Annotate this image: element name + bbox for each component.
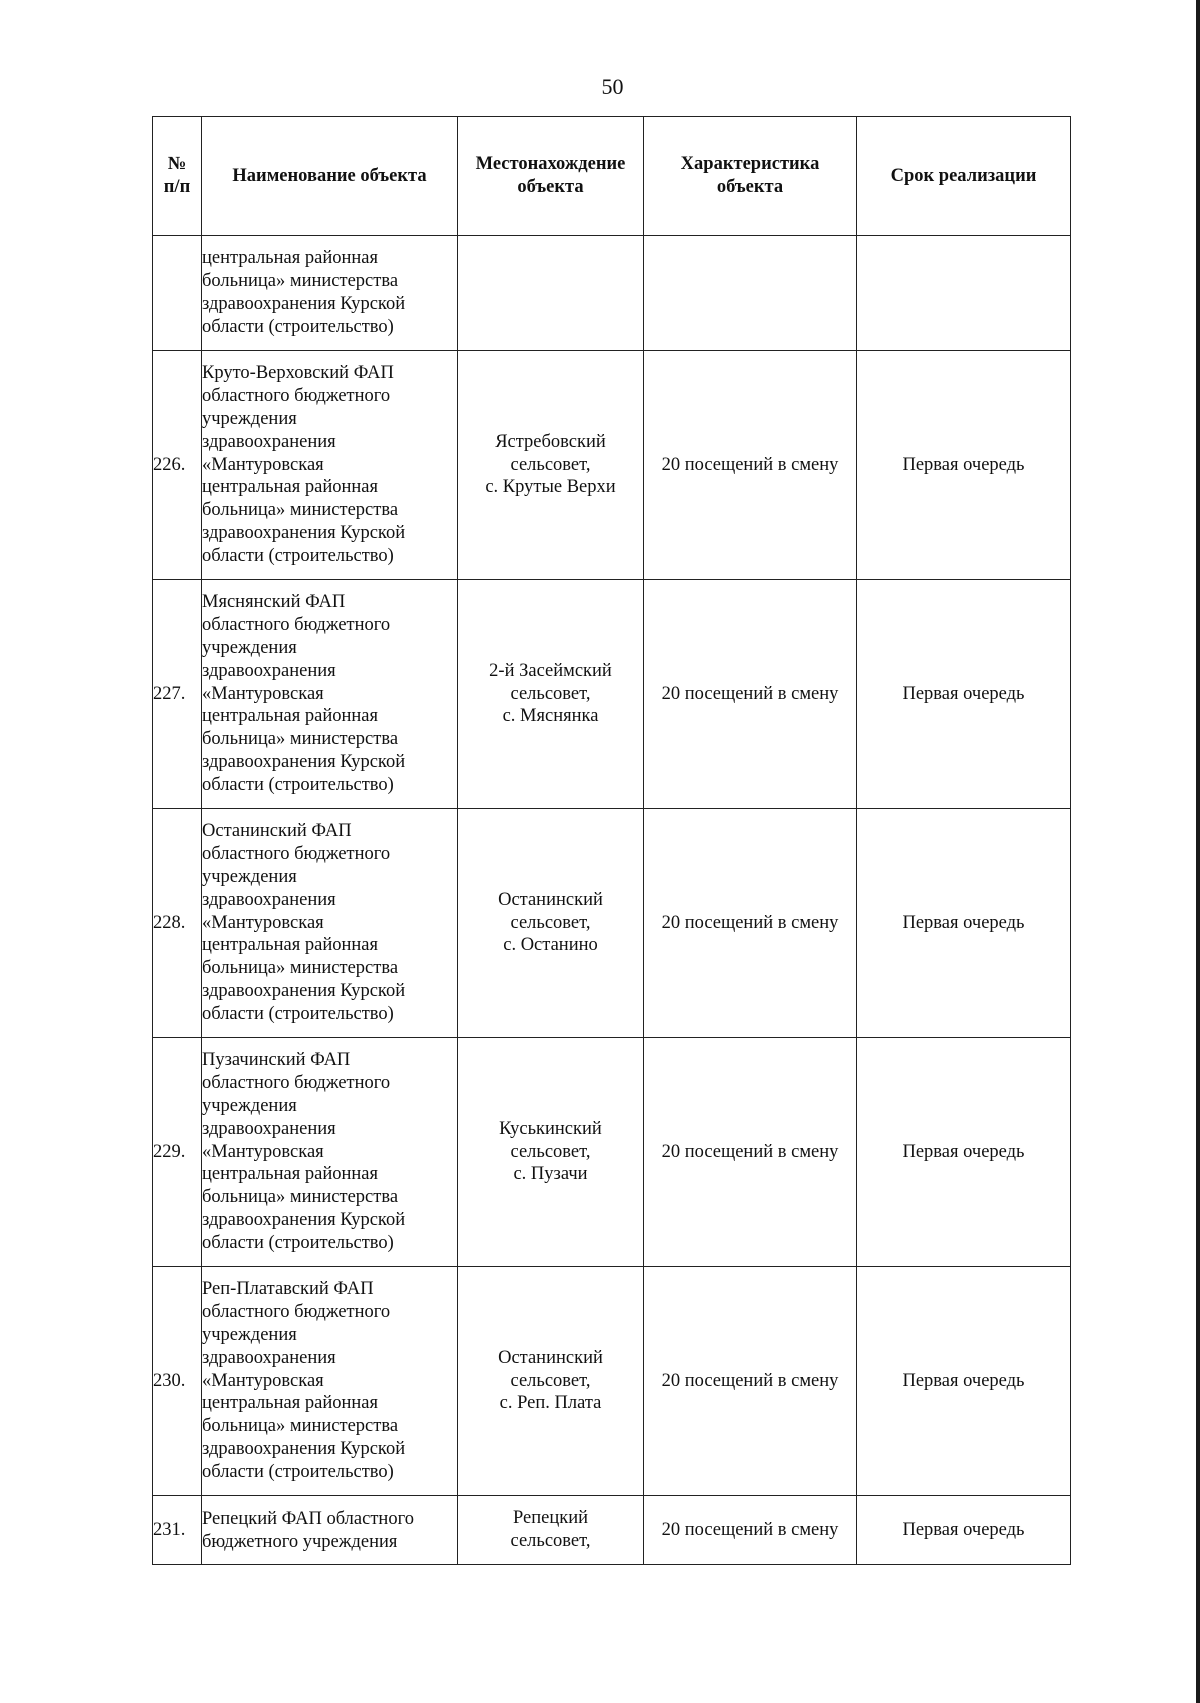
cell-location: 2-й Засеймский сельсовет, с. Мяснянка xyxy=(458,580,644,809)
page-edge xyxy=(1196,0,1200,1703)
cell-num: 229. xyxy=(153,1038,202,1267)
cell-name: Пузачинский ФАП областного бюджетного учреждения здравоохранения «Мантуровская центральная районная больница» министерства здравоохранения Курской области (строительство) xyxy=(202,1038,458,1267)
cell-location: Останинский сельсовет, с. Реп. Плата xyxy=(458,1267,644,1496)
table-row xyxy=(153,809,1071,1038)
cell-name: Реп-Платавский ФАП областного бюджетного учреждения здравоохранения «Мантуровская центральная районная больница» министерства здравоохранения Курской области (строительство) xyxy=(202,1267,458,1496)
cell-location: Куськинский сельсовет, с. Пузачи xyxy=(458,1038,644,1267)
header-location: Местонахождение объекта xyxy=(458,117,644,236)
cell-num: 228. xyxy=(153,809,202,1038)
cell-num: 227. xyxy=(153,580,202,809)
header-num: № п/п xyxy=(153,117,202,236)
objects-table xyxy=(152,116,1071,1565)
header-row xyxy=(153,117,1071,236)
cell-name: Останинский ФАП областного бюджетного учреждения здравоохранения «Мантуровская центральная районная больница» министерства здравоохранения Курской области (строительство) xyxy=(202,809,458,1038)
cell-location: Репецкий сельсовет, xyxy=(458,1496,644,1565)
cell-characteristic: 20 посещений в смену xyxy=(644,351,857,580)
cell-characteristic: 20 посещений в смену xyxy=(644,1496,857,1565)
cell-term: Первая очередь xyxy=(857,580,1071,809)
header-name: Наименование объекта xyxy=(202,117,458,236)
table-row xyxy=(153,1496,1071,1565)
cell-characteristic: 20 посещений в смену xyxy=(644,1267,857,1496)
cell-characteristic xyxy=(644,236,857,351)
cell-term: Первая очередь xyxy=(857,1267,1071,1496)
cell-term: Первая очередь xyxy=(857,1496,1071,1565)
cell-characteristic: 20 посещений в смену xyxy=(644,809,857,1038)
table-row xyxy=(153,1267,1071,1496)
cell-name: Мяснянский ФАП областного бюджетного учреждения здравоохранения «Мантуровская центральная районная больница» министерства здравоохранения Курской области (строительство) xyxy=(202,580,458,809)
cell-name: центральная районная больница» министерства здравоохранения Курской области (строительство) xyxy=(202,236,458,351)
cell-location: Ястребовский сельсовет, с. Крутые Верхи xyxy=(458,351,644,580)
cell-num xyxy=(153,236,202,351)
table-row xyxy=(153,351,1071,580)
cell-num: 226. xyxy=(153,351,202,580)
cell-location xyxy=(458,236,644,351)
cell-name: Круто-Верховский ФАП областного бюджетного учреждения здравоохранения «Мантуровская центральная районная больница» министерства здравоохранения Курской области (строительство) xyxy=(202,351,458,580)
continuation-row xyxy=(153,236,1071,351)
cell-term: Первая очередь xyxy=(857,1038,1071,1267)
table-row xyxy=(153,1038,1071,1267)
cell-num: 231. xyxy=(153,1496,202,1565)
cell-name: Репецкий ФАП областного бюджетного учреждения xyxy=(202,1496,458,1565)
cell-num: 230. xyxy=(153,1267,202,1496)
cell-characteristic: 20 посещений в смену xyxy=(644,580,857,809)
cell-term: Первая очередь xyxy=(857,809,1071,1038)
cell-characteristic: 20 посещений в смену xyxy=(644,1038,857,1267)
header-characteristic: Характеристика объекта xyxy=(644,117,857,236)
header-term: Срок реализации xyxy=(857,117,1071,236)
cell-term xyxy=(857,236,1071,351)
table-row xyxy=(153,580,1071,809)
page-number: 50 xyxy=(601,74,624,99)
cell-term: Первая очередь xyxy=(857,351,1071,580)
cell-location: Останинский сельсовет, с. Останино xyxy=(458,809,644,1038)
